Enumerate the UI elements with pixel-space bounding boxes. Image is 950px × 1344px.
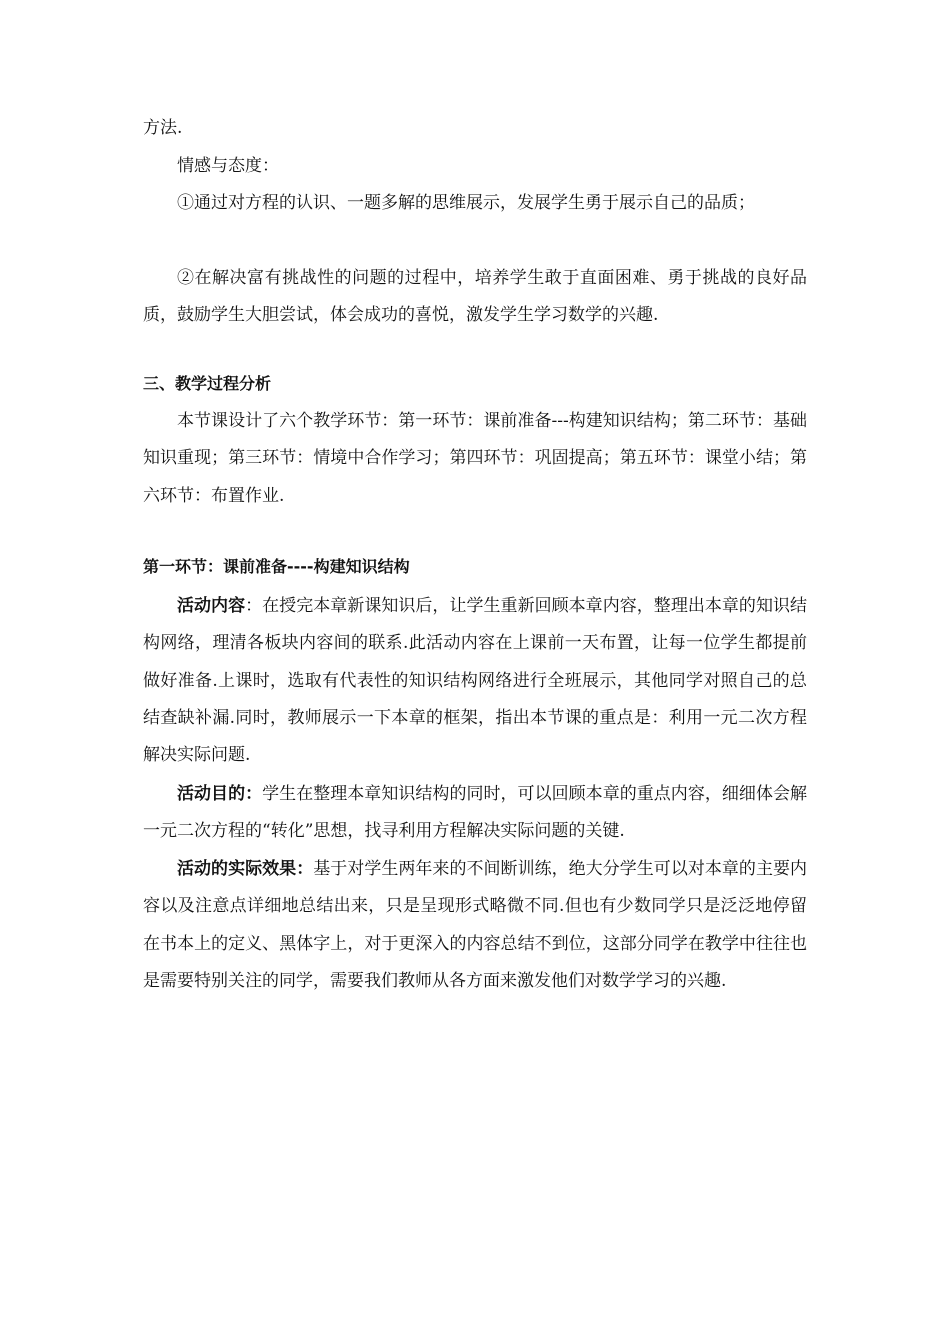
activity-purpose-paragraph xyxy=(143,776,807,851)
activity-effect-paragraph xyxy=(143,851,807,1000)
activity-purpose-text: 学生在整理本章知识结构的同时，可以回顾本章的重点内容，细细体会解一元二次方程的“转化”思想，找寻利用方程解决实际问题的关键. xyxy=(143,784,808,842)
attitude-item-2: ②在解决富有挑战性的问题的过程中，培养学生敢于直面困难、勇于挑战的良好品质，鼓励学生大胆尝试，体会成功的喜悦，激发学生学习数学的兴趣. xyxy=(143,268,807,326)
section-3-intro: 本节课设计了六个教学环节：第一环节：课前准备---构建知识结构；第二环节：基础知识重现；第三环节：情境中合作学习；第四环节：巩固提高；第五环节：课堂小结；第六环节：布置作业. xyxy=(143,411,807,506)
stage-1-heading: 第一环节：课前准备----构建知识结构 xyxy=(143,557,410,576)
section-3-heading: 三、教学过程分析 xyxy=(143,374,272,393)
activity-content-label: 活动内容 xyxy=(177,596,246,616)
activity-effect-label: 活动的实际效果： xyxy=(177,859,314,879)
activity-purpose-label: 活动目的： xyxy=(177,784,263,804)
attitude-title: 情感与态度： xyxy=(177,156,279,176)
activity-content-text: ：在授完本章新课知识后，让学生重新回顾本章内容，整理出本章的知识结构网络，理清各板块内容间的联系.此活动内容在上课前一天布置，让每一位学生都提前做好准备.上课时，选取有代表性的知识结构网络进行全班展示，其他同学对照自己的总结查缺补漏.同时，教师展示一下本章的框架，指出本节课的重点是：利用一元二次方程解决实际问题. xyxy=(143,596,808,766)
attitude-item-1: ①通过对方程的认识、一题多解的思维展示，发展学生勇于展示自己的品质； xyxy=(177,193,755,213)
continuation-text: 方法. xyxy=(143,118,183,138)
activity-effect-text: 基于对学生两年来的不间断训练，绝大分学生可以对本章的主要内容以及注意点详细地总结出来，只是呈现形式略微不同.但也有少数同学只是泛泛地停留在书本上的定义、黑体字上，对于更深入的内容总结不到位，这部分同学在教学中往往也是需要特别关注的同学，需要我们教师从各方面来激发他们对数学学习的兴趣. xyxy=(143,859,808,991)
activity-content-paragraph xyxy=(143,588,807,774)
